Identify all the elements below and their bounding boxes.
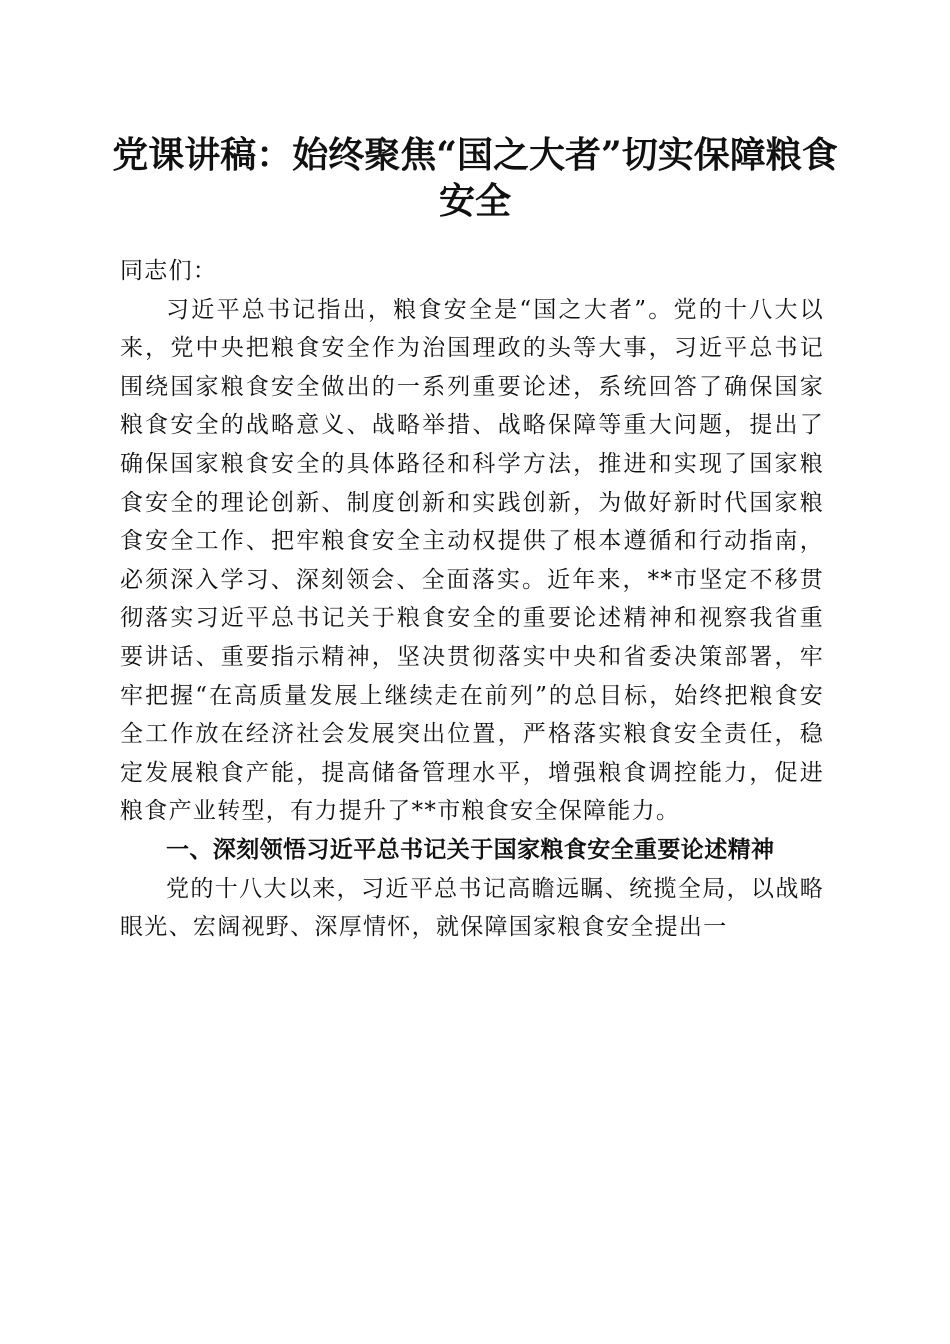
salutation: 同志们： — [120, 258, 218, 284]
section-heading-1: 一、深刻领悟习近平总书记关于国家粮食安全重要论述精神 — [166, 836, 775, 863]
paragraph-section-1: 党的十八大以来，习近平总书记高瞻远瞩、统揽全局，以战略眼光、宏阔视野、深厚情怀，就保障国家粮食安全提出一 — [120, 875, 824, 941]
document-title: 党课讲稿：始终聚焦“国之大者”切实保障粮食安全 — [112, 134, 838, 222]
document-body — [120, 252, 824, 947]
paragraph-intro: 习近平总书记指出，粮食安全是“国之大者”。党的十八大以来，党中央把粮食安全作为治国理政的头等大事，习近平总书记围绕国家粮食安全做出的一系列重要论述，系统回答了确保国家粮食安全的战略意义、战略举措、战略保障等重大问题，提出了确保国家粮食安全的具体路径和科学方法，推进和实现了国家粮食安全的理论创新、制度创新和实践创新，为做好新时代国家粮食安全工作、把牢粮食安全主动权提供了根本遵循和行动指南，必须深入学习、深刻领会、全面落实。近年来，**市坚定不移贯彻落实习近平总书记关于粮食安全的重要论述精神和视察我省重要讲话、重要指示精神，坚决贯彻落实中央和省委决策部署，牢牢把握“在高质量发展上继续走在前列”的总目标，始终把粮食安全工作放在经济社会发展突出位置，严格落实粮食安全责任，稳定发展粮食产能，提高储备管理水平，增强粮食调控能力，促进粮食产业转型，有力提升了**市粮食安全保障能力。 — [120, 296, 824, 825]
